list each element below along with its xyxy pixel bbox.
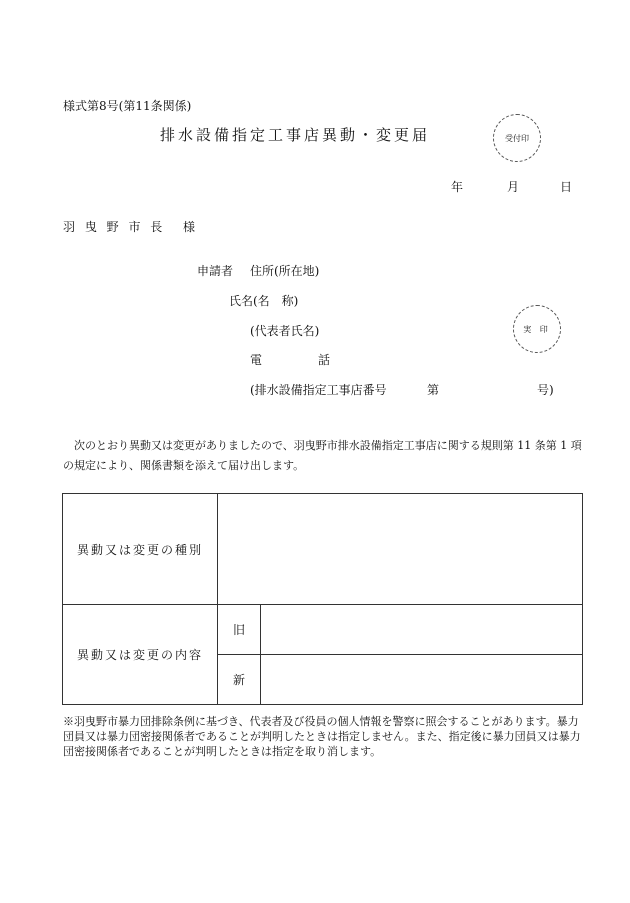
telephone-label-1: 電 <box>250 353 263 367</box>
applicant-label: 申請者 <box>197 264 234 278</box>
date-year-field[interactable]: 年 <box>451 180 464 194</box>
table-row-old <box>63 605 583 655</box>
addressee-honorific: 様 <box>183 220 196 234</box>
representative-name-field[interactable]: (代表者氏名) <box>250 324 320 338</box>
anti-gang-note: ※羽曳野市暴力団排除条例に基づき、代表者及び役員の個人情報を警察に照会することがあります。暴力団員又は暴力団密接関係者であることが判明したときは指定しません。また、指定後に暴力団員又は暴力団密接関係者であることが判明したときは指定を取り消します。 <box>63 715 581 758</box>
date-day-field[interactable]: 日 <box>560 180 573 194</box>
form-title: 排水設備指定工事店異動・変更届 <box>160 126 431 144</box>
registration-number-label: (排水設備指定工事店番号 <box>250 383 387 397</box>
telephone-label-2: 話 <box>318 353 331 367</box>
applicant-name-field[interactable]: 氏名(名 称) <box>229 294 299 308</box>
old-value-field[interactable] <box>261 605 583 655</box>
seal-stamp-circle <box>513 305 561 353</box>
seal-stamp-label: 実 印 <box>523 324 551 334</box>
applicant-address-field[interactable]: 住所(所在地) <box>250 264 320 278</box>
table-row-kind <box>63 494 583 605</box>
content-label: 異動又は変更の内容 <box>63 605 218 705</box>
declaration-text: 次のとおり異動又は変更がありましたので、羽曳野市排水設備指定工事店に関する規則第 11 条第 1 項の規定により、関係書類を添えて届け出します。 <box>63 439 582 472</box>
new-label: 新 <box>218 655 261 705</box>
new-value-field[interactable] <box>261 655 583 705</box>
registration-number-suffix: 号) <box>537 383 554 397</box>
receipt-stamp-circle <box>493 114 541 162</box>
date-month-field[interactable]: 月 <box>507 180 520 194</box>
form-number: 様式第8号(第11条関係) <box>63 99 192 113</box>
registration-number-prefix: 第 <box>427 383 440 397</box>
old-label: 旧 <box>218 605 261 655</box>
receipt-stamp-label: 受付印 <box>505 133 529 143</box>
kind-value-field[interactable] <box>218 494 583 605</box>
addressee-name: 羽 曳 野 市 長 <box>63 220 166 234</box>
changes-table <box>62 493 583 705</box>
kind-label: 異動又は変更の種別 <box>63 494 218 605</box>
